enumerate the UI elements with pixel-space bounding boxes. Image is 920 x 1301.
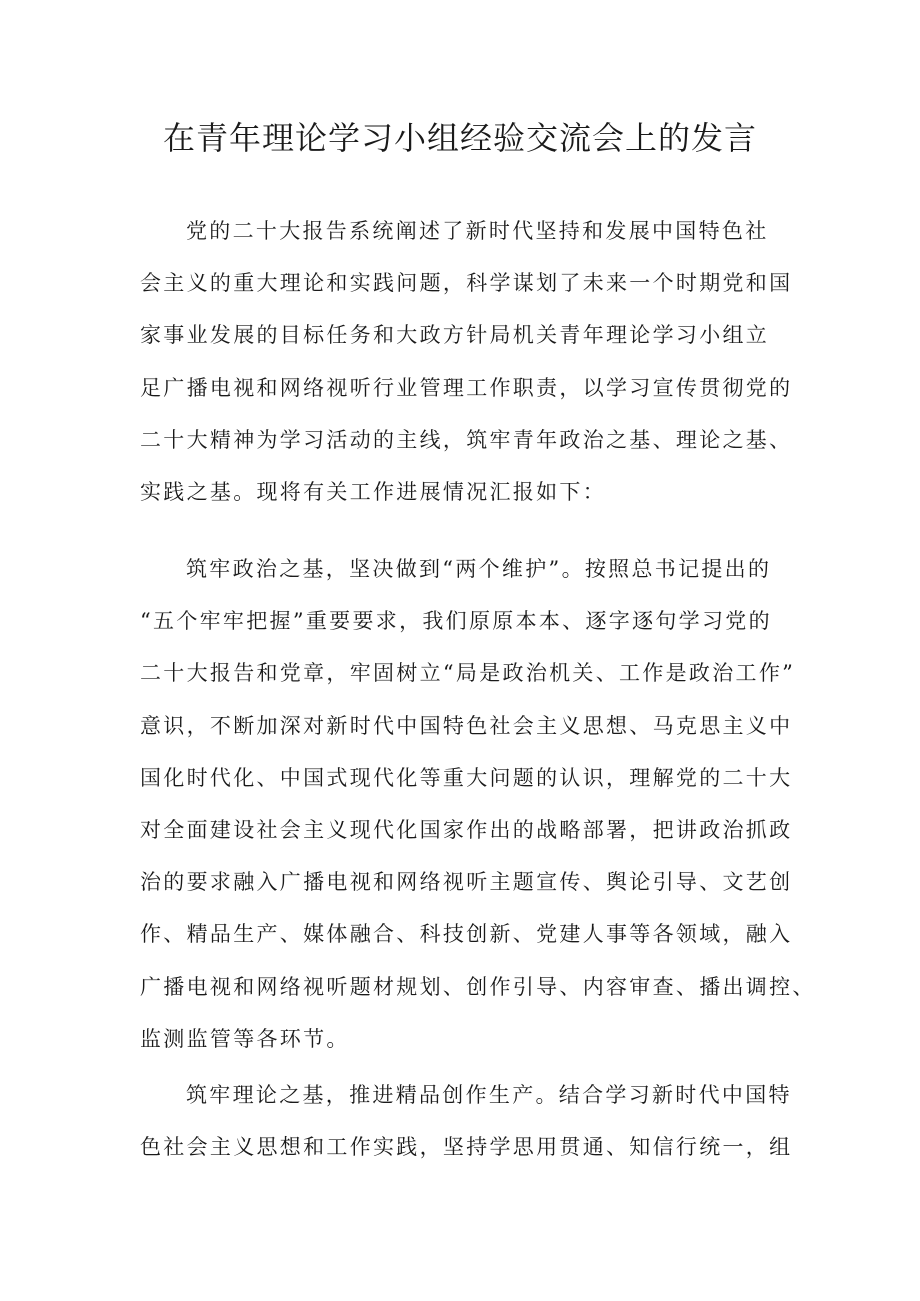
paragraph-line: 国化时代化、中国式现代化等重大问题的认识，理解党的二十大 [140,765,793,790]
paragraph-line: 对全面建设社会主义现代化国家作出的战略部署，把讲政治抓政 [140,818,793,843]
paragraph-line: 广播电视和网络视听题材规划、创作引导、内容审查、播出调控、 [140,974,816,999]
paragraph-line: 党的二十大报告系统阐述了新时代坚持和发展中国特色社 [186,219,769,243]
paragraph-line: 二十大报告和党章，牢固树立“局是政治机关、工作是政治工作” [140,661,796,686]
document-title: 在青年理论学习小组经验交流会上的发言 [162,119,757,157]
paragraph-line: “五个牢牢把握”重要要求，我们原原本本、逐字逐句学习党的 [140,609,772,634]
paragraph-line: 二十大精神为学习活动的主线，筑牢青年政治之基、理论之基、 [140,427,793,452]
paragraph-line: 筑牢理论之基，推进精品创作生产。结合学习新时代中国特 [186,1083,792,1107]
paragraph-political-foundation [140,543,816,1065]
paragraph-line: 实践之基。现将有关工作进展情况汇报如下： [140,480,606,505]
paragraph-line: 会主义的重大理论和实践问题，科学谋划了未来一个时期党和国 [140,271,793,296]
paragraph-line: 意识，不断加深对新时代中国特色社会主义思想、马克思主义中 [140,713,793,738]
paragraph-intro [140,205,793,518]
paragraph-line: 足广播电视和网络视听行业管理工作职责，以学习宣传贯彻党的 [140,375,793,400]
paragraph-line: 作、精品生产、媒体融合、科技创新、党建人事等各领域，融入 [140,922,793,947]
paragraph-theoretical-foundation [140,1069,793,1173]
paragraph-line: 筑牢政治之基，坚决做到“两个维护”。按照总书记提出的 [186,557,772,581]
paragraph-line: 治的要求融入广播电视和网络视听主题宣传、舆论引导、文艺创 [140,870,793,895]
paragraph-line: 监测监管等各环节。 [140,1026,350,1051]
paragraph-line: 家事业发展的目标任务和大政方针局机关青年理论学习小组立 [140,323,770,348]
paragraph-line: 色社会主义思想和工作实践，坚持学思用贯通、知信行统一，组 [140,1135,793,1160]
